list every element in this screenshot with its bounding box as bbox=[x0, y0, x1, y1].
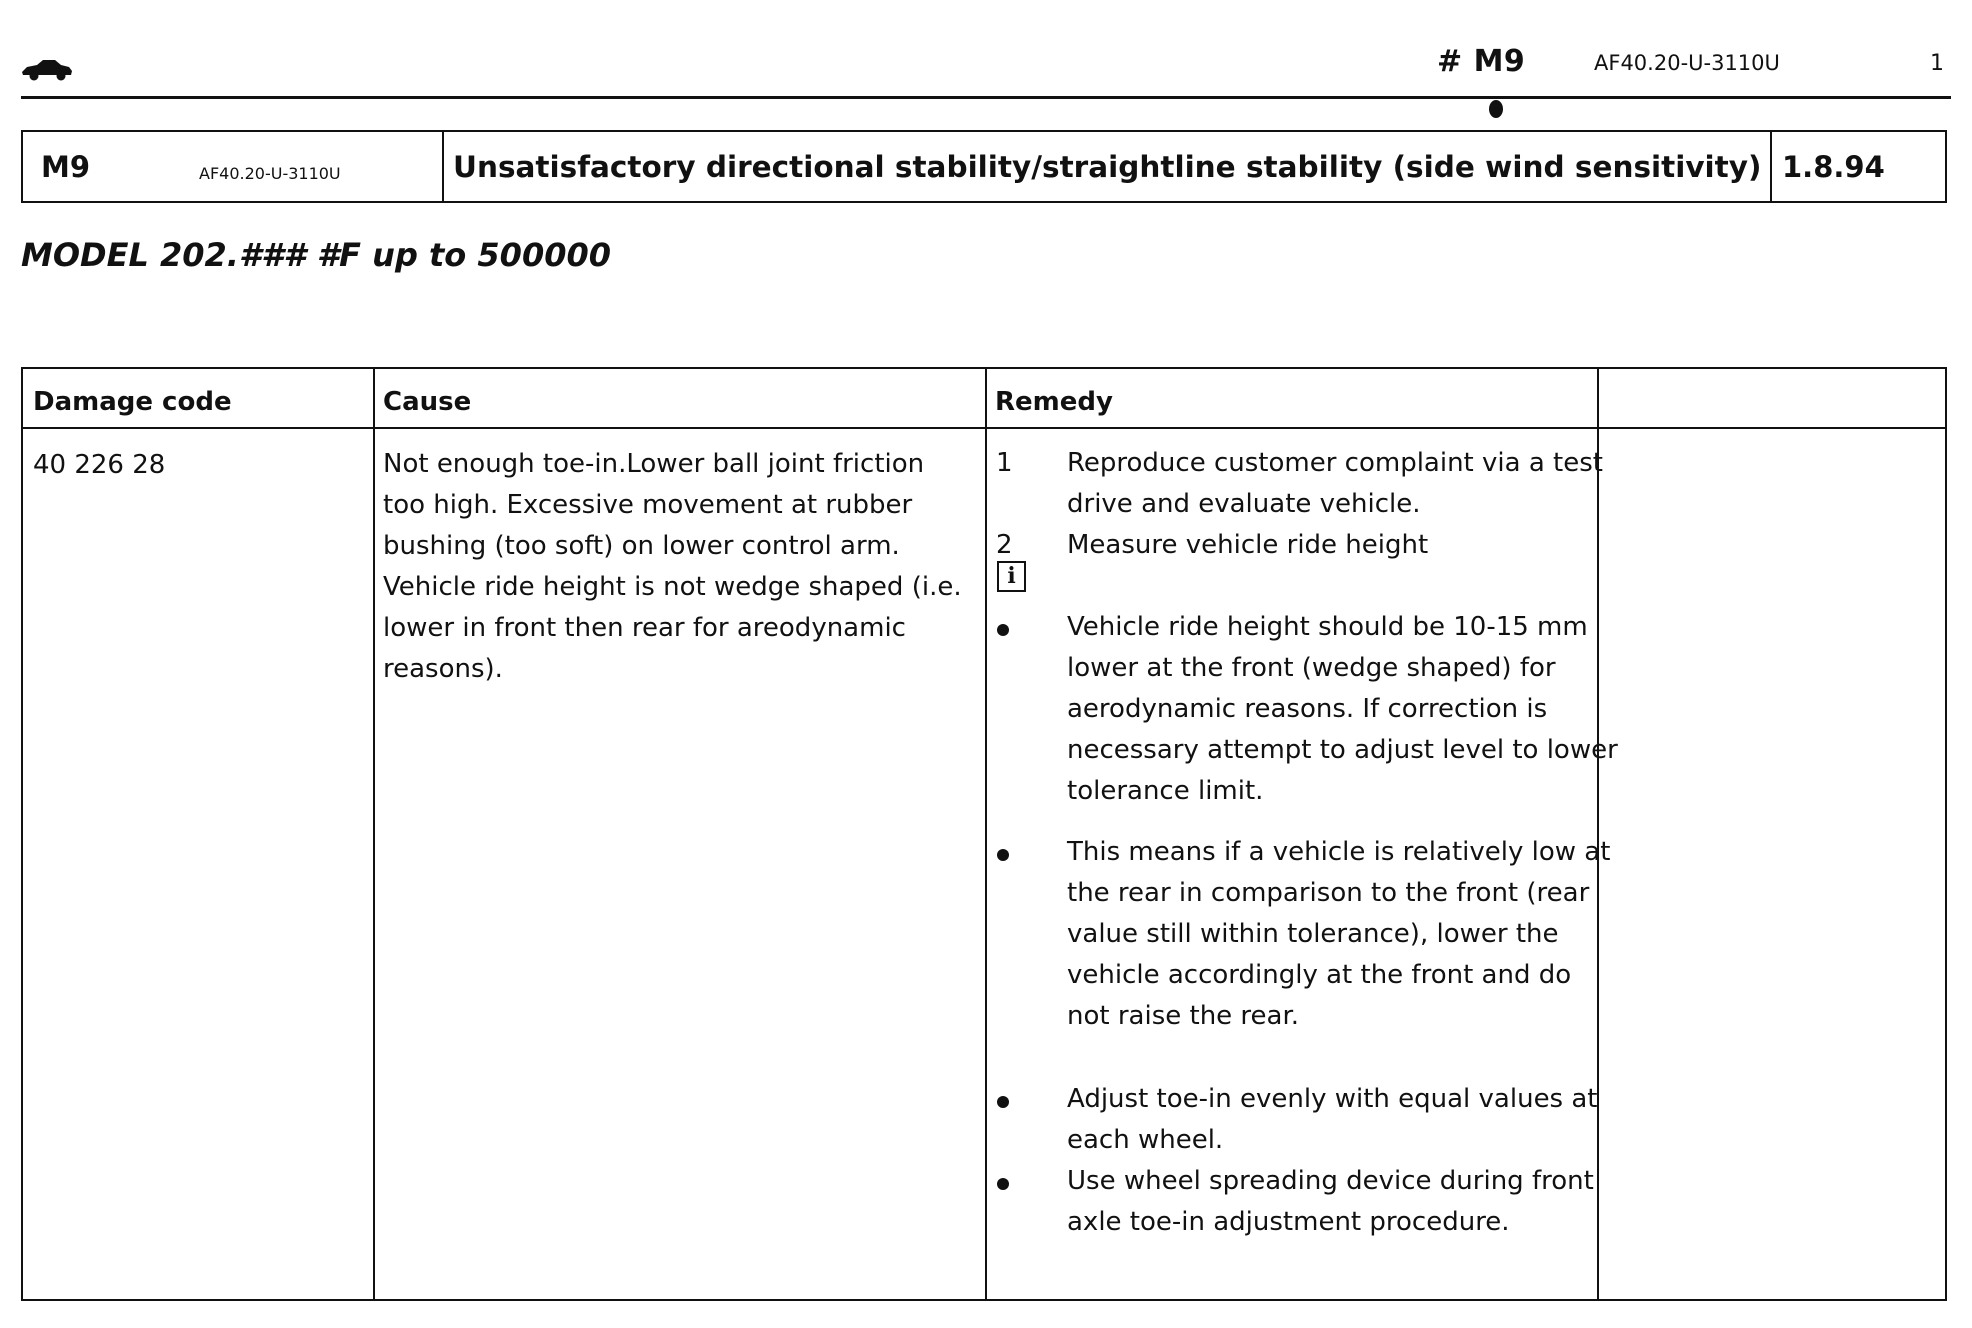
title-reference: AF40.20-U-3110U bbox=[199, 164, 341, 183]
column-header-damage-code: Damage code bbox=[33, 387, 232, 417]
title-divider-2 bbox=[1770, 132, 1772, 201]
header-row-divider bbox=[23, 427, 1945, 429]
remedy-bullet-text: Use wheel spreading device during front axle toe-in adjustment procedure. bbox=[1067, 1166, 1594, 1237]
damage-code-value: 40 226 28 bbox=[33, 450, 166, 480]
info-icon: i bbox=[997, 561, 1026, 592]
column-header-remedy: Remedy bbox=[995, 387, 1113, 417]
bullet-icon bbox=[997, 1178, 1009, 1190]
damage-table bbox=[21, 367, 1947, 1301]
column-divider-1 bbox=[373, 369, 375, 1299]
remedy-bullet-text: This means if a vehicle is relatively low at the rear in comparison to the front (rear value still within tolerance), lower the vehicle accordingly at the front and do not raise the rear. bbox=[1067, 837, 1611, 1031]
remedy-step-text: Reproduce customer complaint via a test drive and evaluate vehicle. bbox=[1067, 448, 1603, 519]
remedy-step-text: Measure vehicle ride height bbox=[1067, 530, 1429, 560]
remedy-step-number: 1 bbox=[996, 448, 1013, 478]
car-icon bbox=[21, 56, 73, 82]
header-dot bbox=[1489, 100, 1503, 118]
bullet-icon bbox=[997, 849, 1009, 861]
header-document-code: # M9 bbox=[1437, 44, 1526, 79]
column-header-cause: Cause bbox=[383, 387, 472, 417]
bullet-icon bbox=[997, 1096, 1009, 1108]
header-reference: AF40.20-U-3110U bbox=[1594, 51, 1780, 75]
page-title: Unsatisfactory directional stability/straightline stability (side wind sensitivity) bbox=[453, 150, 1762, 184]
title-date: 1.8.94 bbox=[1782, 150, 1885, 184]
bullet-icon bbox=[997, 624, 1009, 636]
remedy-bullet-text: Vehicle ride height should be 10-15 mm lower at the front (wedge shaped) for aerodynamic reasons. If correction is necessary attempt to adjust level to lower tolerance limit. bbox=[1067, 612, 1618, 806]
page-number: 1 bbox=[1930, 51, 1944, 76]
model-line: MODEL 202.### #F up to 500000 bbox=[21, 236, 611, 274]
remedy-bullet-text: Adjust toe-in evenly with equal values at each wheel. bbox=[1067, 1084, 1598, 1155]
cause-text: Not enough toe-in.Lower ball joint friction too high. Excessive movement at rubber bushing (too soft) on lower control arm. Vehicle ride height is not wedge shaped (i.e. lower in front then rear for areodynamic reasons). bbox=[383, 449, 962, 684]
header-rule bbox=[21, 96, 1951, 99]
title-box bbox=[21, 130, 1947, 203]
column-divider-2 bbox=[985, 369, 987, 1299]
title-divider-1 bbox=[442, 132, 444, 201]
title-code: M9 bbox=[41, 150, 91, 184]
remedy-step-number: 2 bbox=[996, 530, 1013, 560]
